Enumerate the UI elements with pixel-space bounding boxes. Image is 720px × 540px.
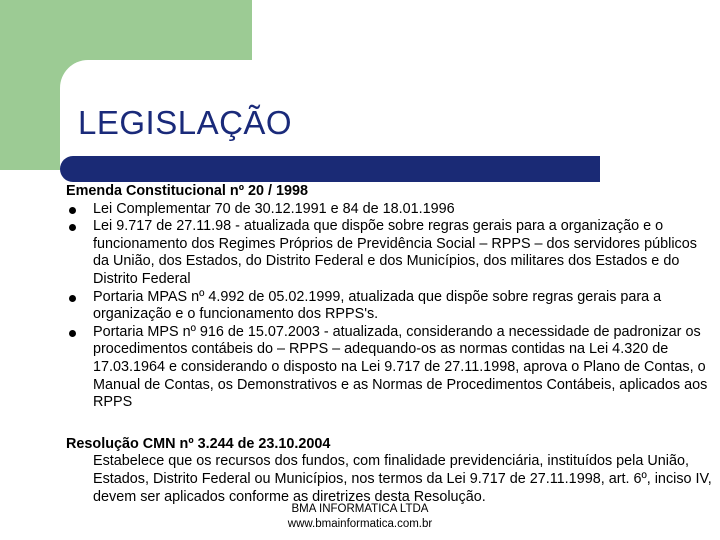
bullet-icon [69,224,76,231]
list-item-text: Portaria MPS nº 916 de 15.07.2003 - atualizada, considerando a necessidade de padronizar os procedimentos contábeis do – RPPS – adequando-os as normas contidas na Lei 4.320 de 17.03.1964 e considerando o disposto na Lei 9.717 de 27.11.1998, aprova o Plano de Contas, o Manual de Contas, os Demonstrativos e as Normas de Procedimentos Contábeis, aplicados aos RPPS [93,323,708,411]
list-item [66,324,716,412]
section-heading-emenda: Emenda Constitucional nº 20 / 1998 [66,183,308,199]
slide-title: LEGISLAÇÃO [78,104,293,141]
bullet-icon [69,207,76,214]
list-item-text: Portaria MPAS nº 4.992 de 05.02.1999, atualizada que dispõe sobre regras gerais para a organização e o funcionamento dos RPPS's. [93,288,662,323]
bullet-icon [69,330,76,337]
legislation-list [66,201,716,412]
list-item [66,289,716,324]
list-item [66,218,716,288]
list-item-text: Lei 9.717 de 27.11.98 - atualizada que dispõe sobre regras gerais para a organização e o funcionamento dos Regimes Próprios de Previdência Social – RPPS – dos servidores públicos da União, dos Estados, do Distrito Federal e dos Municípios, dos militares dos Estados e do Distrito Federal [93,218,697,287]
list-item-text: Lei Complementar 70 de 30.12.1991 e 84 de 18.01.1996 [93,200,455,217]
footer-company: BMA INFORMATICA LTDA [291,503,429,515]
section-heading-resolucao: Resolução CMN nº 3.244 de 23.10.2004 [66,435,331,452]
list-item [66,201,716,219]
bullet-icon [69,295,76,302]
title-underline-bar [60,156,600,182]
resolucao-text: Estabelece que os recursos dos fundos, com finalidade previdenciária, instituídos pela União, Estados, Distrito Federal ou Municípios, nos termos da Lei 9.717 de 27.11.1998, art. 6º, inciso IV, devem ser aplicados conforme as diretrizes desta Resolução. [93,453,712,505]
slide-content [66,183,716,506]
footer-website: www.bmainformatica.com.br [287,518,433,530]
